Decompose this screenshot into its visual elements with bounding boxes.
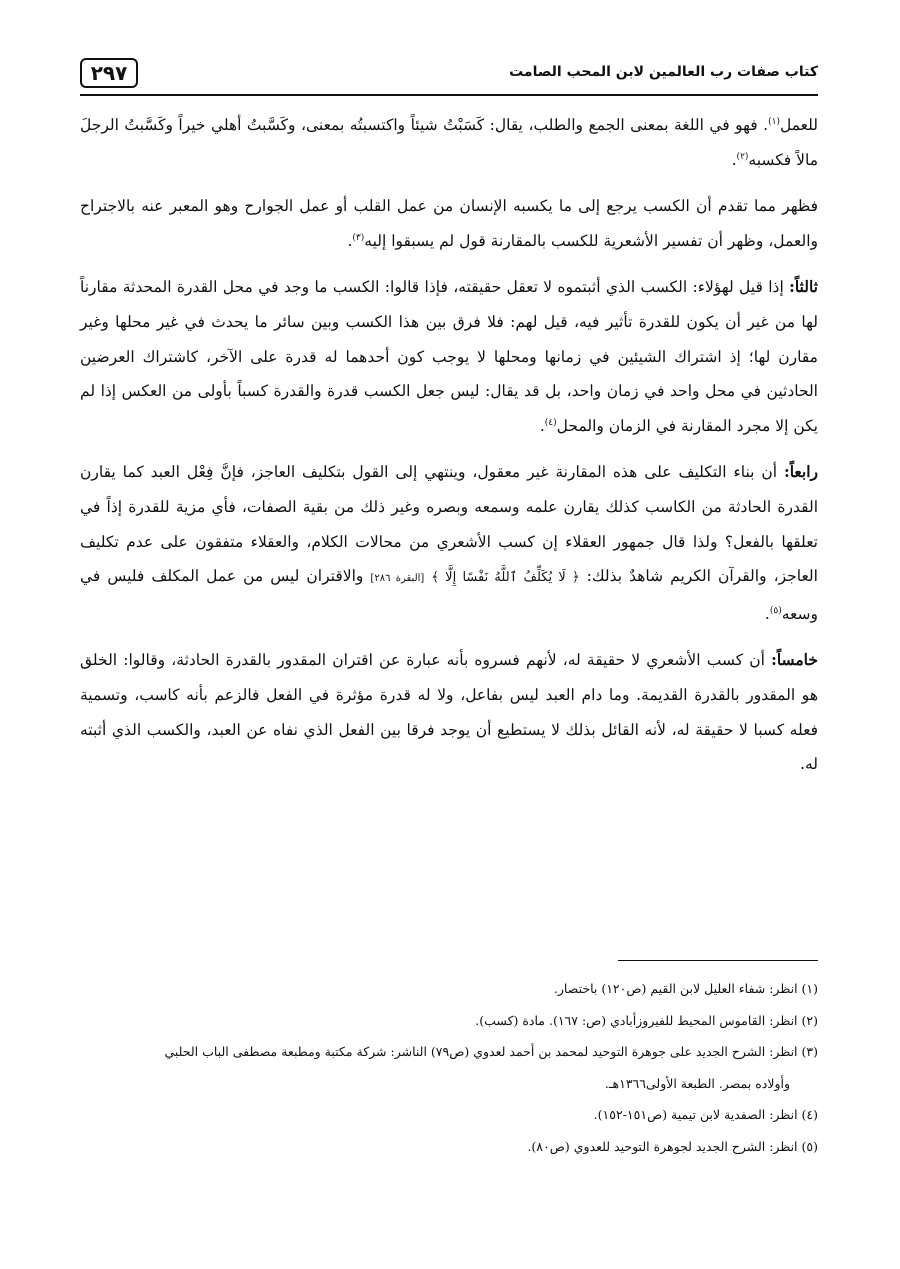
verse-reference: [البقرة ٢٨٦] — [370, 573, 425, 585]
point-label-fifth: خامساً: — [771, 650, 818, 670]
paragraph-text: والاقتران ليس من عمل المكلف فليس في وسعه — [80, 567, 818, 623]
paragraph-end: . — [764, 604, 770, 623]
footnote-separator — [618, 960, 818, 961]
point-label-fourth: رابعاً: — [783, 462, 818, 482]
footnote-marker: (٤) — [544, 417, 557, 428]
paragraph-1 — [80, 108, 818, 177]
paragraph-4 — [80, 455, 818, 631]
paragraph-end: . — [731, 150, 737, 169]
paragraph-end: . — [539, 416, 545, 435]
page-number: ٢٩٧ — [80, 58, 138, 88]
footnote-marker: (٥) — [769, 605, 782, 616]
paragraph-text: . فهو في اللغة بمعنى الجمع والطلب، يقال: كَسَبْتُ شيئاً واكتسبتُه بمعنى، وكَسَّبتُ أهلي خيراً وكَسَّبتُ الرجلَ مالاً فكسبه — [80, 116, 818, 169]
footnote-4: (٤) انظر: الصفدية لابن تيمية (ص١٥١-١٥٢). — [593, 1107, 818, 1122]
paragraph-end: . — [347, 231, 353, 250]
main-text — [80, 108, 818, 794]
header-rule — [80, 94, 818, 96]
paragraph-text: أن بناء التكليف على هذه المقارنة غير معقول، وينتهي إلى القول بتكليف العاجز، فإنَّ فِعْل العبد كما يقارن القدرة الحادثة من الكاسب كذلك يقارن علمه وسمعه وبصره وغير ذلك من بقية الصفات، فأي مزية للقدرة إذاً في تعلقها بالفعل؟ ولذا قال جمهور العقلاء إن كسب الأشعري من محالات الكلام، والعقلاء متفقون على عدم تكليف العاجز، والقرآن الكريم شاهدٌ بذلك: — [80, 463, 818, 586]
footnote-2: (٢) انظر: القاموس المحيط للفيروزأبادي (ص: ١٦٧). مادة (كسب). — [475, 1012, 818, 1028]
paragraph-text: أن كسب الأشعري لا حقيقة له، لأنهم فسروه بأنه عبارة عن اقتران المقدور بالقدرة الحادثة، وقالوا: الخلق هو المقدور بالقدرة القديمة. وما دام العبد ليس بفاعل، ولا له قدرة مؤثرة في الفعل فالزعم بأنه كاسب، وتسمية فعله كسبا لا حقيقة له، لأنه القائل بذلك لا يستطيع أن يوجد فرقا بين الفعل الذي نفاه عن العبد، والكسب الذي أثبته له. — [80, 651, 818, 774]
footnote-1: (١) انظر: شفاء العليل لابن القيم (ص١٢٠) باختصار. — [553, 981, 818, 996]
book-title: كتاب صفات رب العالمين لابن المحب الصامت — [509, 64, 818, 80]
paragraph-text: إذا قيل لهؤلاء: الكسب الذي أثبتموه لا تعقل حقيقته، فإذا قالوا: الكسب ما وجد في محل القدرة المحدثة مقارناً لها من غير أن يكون للقدرة تأثير فيه، قيل لهم: فلا فرق بين هذا الكسب وبين سائر ما يحدث في غير محلها وغير مقارن لها؛ إذ اشتراك الشيئين في زمانها ومحلها لا يوجب كون أحدهما له قدرة على الآخر، كاشتراك العرضين الحادثين في محل واحد في زمان واحد، بل قد يقال: ليس جعل الكسب قدرة والقدرة كسباً بأولى من العكس إذا لم يكن إلا مجرد المقارنة في الزمان والمحل — [80, 278, 818, 435]
paragraph-text: للعمل — [779, 116, 818, 134]
paragraph-2 — [80, 189, 818, 258]
paragraph-text: فظهر مما تقدم أن الكسب يرجع إلى ما يكسبه الإنسان من عمل القلب أو عمل الجوارح وهو المعبر عنه بالاجتراح والعمل، وظهر أن تفسير الأشعرية للكسب بالمقارنة قول لم يسبقوا إليه — [80, 197, 818, 250]
footnote-marker: (٣) — [352, 232, 365, 243]
paragraph-5 — [80, 643, 818, 781]
footnote-3: (٣) انظر: الشرح الجديد على جوهرة التوحيد لمحمد بن أحمد لعدوي (ص٧٩) الناشر: شركة مكتبة ومطبعة مصطفى الباب الحلبي — [164, 1044, 818, 1059]
point-label-third: ثالثاً: — [789, 277, 818, 297]
footnote-3-continued: وأولاده بمصر. الطبعة الأولى١٣٦٦هـ. — [604, 1075, 790, 1091]
footnote-marker: (١) — [768, 116, 780, 127]
footnote-marker: (٢) — [736, 151, 749, 162]
page-header — [80, 54, 818, 96]
paragraph-3 — [80, 270, 818, 443]
quran-verse: ﴿ لَا يُكَلِّفُ ٱللَّهُ نَفْسًا إِلَّا ﴾ — [431, 570, 580, 586]
footnotes — [80, 975, 818, 1164]
footnote-5: (٥) انظر: الشرح الجديد لجوهرة التوحيد للعدوي (ص٨٠). — [527, 1138, 818, 1154]
